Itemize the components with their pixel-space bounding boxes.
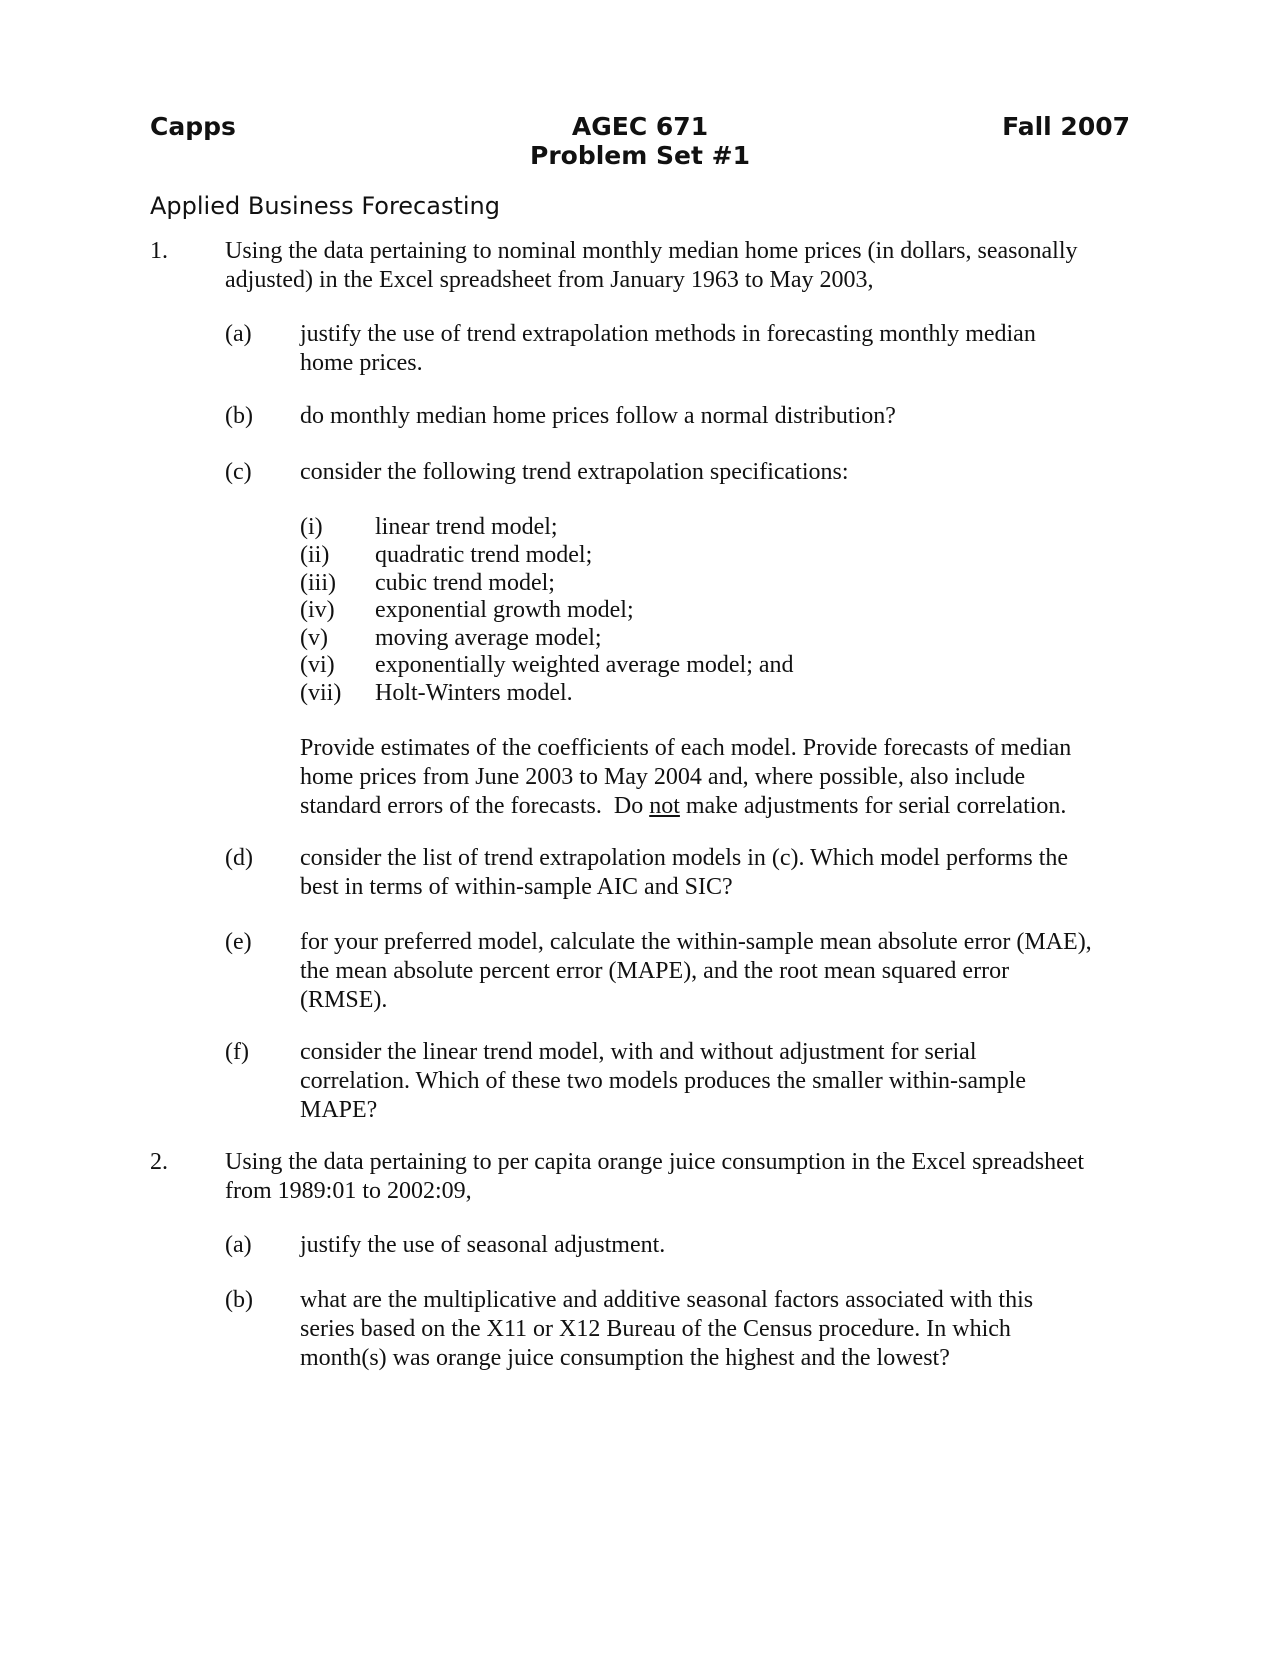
problem-set-title: Problem Set #1 <box>530 141 750 170</box>
part-1e-line: for your preferred model, calculate the within-sample mean absolute error (MAE), <box>300 929 1092 955</box>
instructions-line: home prices from June 2003 to May 2004 and, where possible, also include <box>300 764 1026 790</box>
part-1e-line: the mean absolute percent error (MAPE), and the root mean squared error <box>300 958 1010 984</box>
part-1d-line: consider the list of trend extrapolation models in (c). Which model performs the <box>300 845 1069 871</box>
question-1-text <box>225 237 1077 295</box>
model-item-label: (ii) <box>300 542 330 568</box>
term: Fall 2007 <box>1002 112 1130 141</box>
part-2b-line: what are the multiplicative and additive seasonal factors associated with this <box>300 1287 1034 1313</box>
model-item-label: (vii) <box>300 680 342 706</box>
question-2-text <box>225 1148 1084 1206</box>
instructions-line: Provide estimates of the coefficients of each model. Provide forecasts of median <box>300 735 1072 761</box>
instructions-line <box>300 792 1071 821</box>
model-item-text: moving average model; <box>375 625 602 651</box>
model-item-text: exponentially weighted average model; and <box>375 652 794 678</box>
part-2b-line: series based on the X11 or X12 Bureau of the Census procedure. In which <box>300 1316 1011 1342</box>
instructions-text: make adjustments for serial correlation. <box>679 793 1067 819</box>
part-1f-line: consider the linear trend model, with and without adjustment for serial <box>300 1039 977 1065</box>
part-1a-line: justify the use of trend extrapolation methods in forecasting monthly median <box>300 321 1036 347</box>
model-item-label: (v) <box>300 625 328 651</box>
underlined-not: not <box>649 793 680 819</box>
part-1a-label: (a) <box>225 321 252 347</box>
part-2a-label: (a) <box>225 1232 252 1258</box>
part-1c-label: (c) <box>225 459 252 485</box>
question-1-line: Using the data pertaining to nominal monthly median home prices (in dollars, seasonally <box>225 238 1078 264</box>
part-1e-line: (RMSE). <box>300 987 388 1013</box>
course-code: AGEC 671 <box>571 112 709 141</box>
part-1e-text <box>300 928 1092 1015</box>
part-2b-label: (b) <box>225 1287 253 1313</box>
model-item-label: (i) <box>300 514 323 540</box>
part-1c-text: consider the following trend extrapolation specifications: <box>300 459 849 485</box>
part-1e-label: (e) <box>225 929 252 955</box>
question-2-line: Using the data pertaining to per capita orange juice consumption in the Excel spreadsheet <box>225 1149 1085 1175</box>
model-item-label: (iv) <box>300 597 335 623</box>
model-item-text: linear trend model; <box>375 514 558 540</box>
part-1f-line: MAPE? <box>300 1097 378 1123</box>
part-1a-text <box>300 320 1036 378</box>
part-1d-text <box>300 844 1068 902</box>
question-2-number: 2. <box>150 1149 168 1175</box>
part-1d-label: (d) <box>225 845 253 871</box>
part-1c-instructions <box>300 734 1071 821</box>
part-1a-line: home prices. <box>300 350 423 376</box>
model-item-label: (vi) <box>300 652 335 678</box>
part-1f-line: correlation. Which of these two models produces the smaller within-sample <box>300 1068 1027 1094</box>
part-1d-line: best in terms of within-sample AIC and SIC? <box>300 874 733 900</box>
question-2-line: from 1989:01 to 2002:09, <box>225 1178 472 1204</box>
question-1-line: adjusted) in the Excel spreadsheet from January 1963 to May 2003, <box>225 267 874 293</box>
part-1b-text: do monthly median home prices follow a normal distribution? <box>300 403 896 429</box>
part-2b-line: month(s) was orange juice consumption the highest and the lowest? <box>300 1345 950 1371</box>
model-item-text: cubic trend model; <box>375 570 555 596</box>
model-item-label: (iii) <box>300 570 336 596</box>
model-item-text: Holt-Winters model. <box>375 680 573 706</box>
question-1-number: 1. <box>150 238 168 264</box>
model-item-text: quadratic trend model; <box>375 542 593 568</box>
part-1f-label: (f) <box>225 1039 249 1065</box>
part-1f-text <box>300 1038 1026 1125</box>
model-item-text: exponential growth model; <box>375 597 634 623</box>
author-name: Capps <box>150 112 236 141</box>
document-subtitle: Applied Business Forecasting <box>150 192 500 220</box>
part-1b-label: (b) <box>225 403 253 429</box>
part-2b-text <box>300 1286 1033 1373</box>
part-2a-text: justify the use of seasonal adjustment. <box>300 1232 666 1258</box>
instructions-text: standard errors of the forecasts. Do <box>300 793 650 819</box>
